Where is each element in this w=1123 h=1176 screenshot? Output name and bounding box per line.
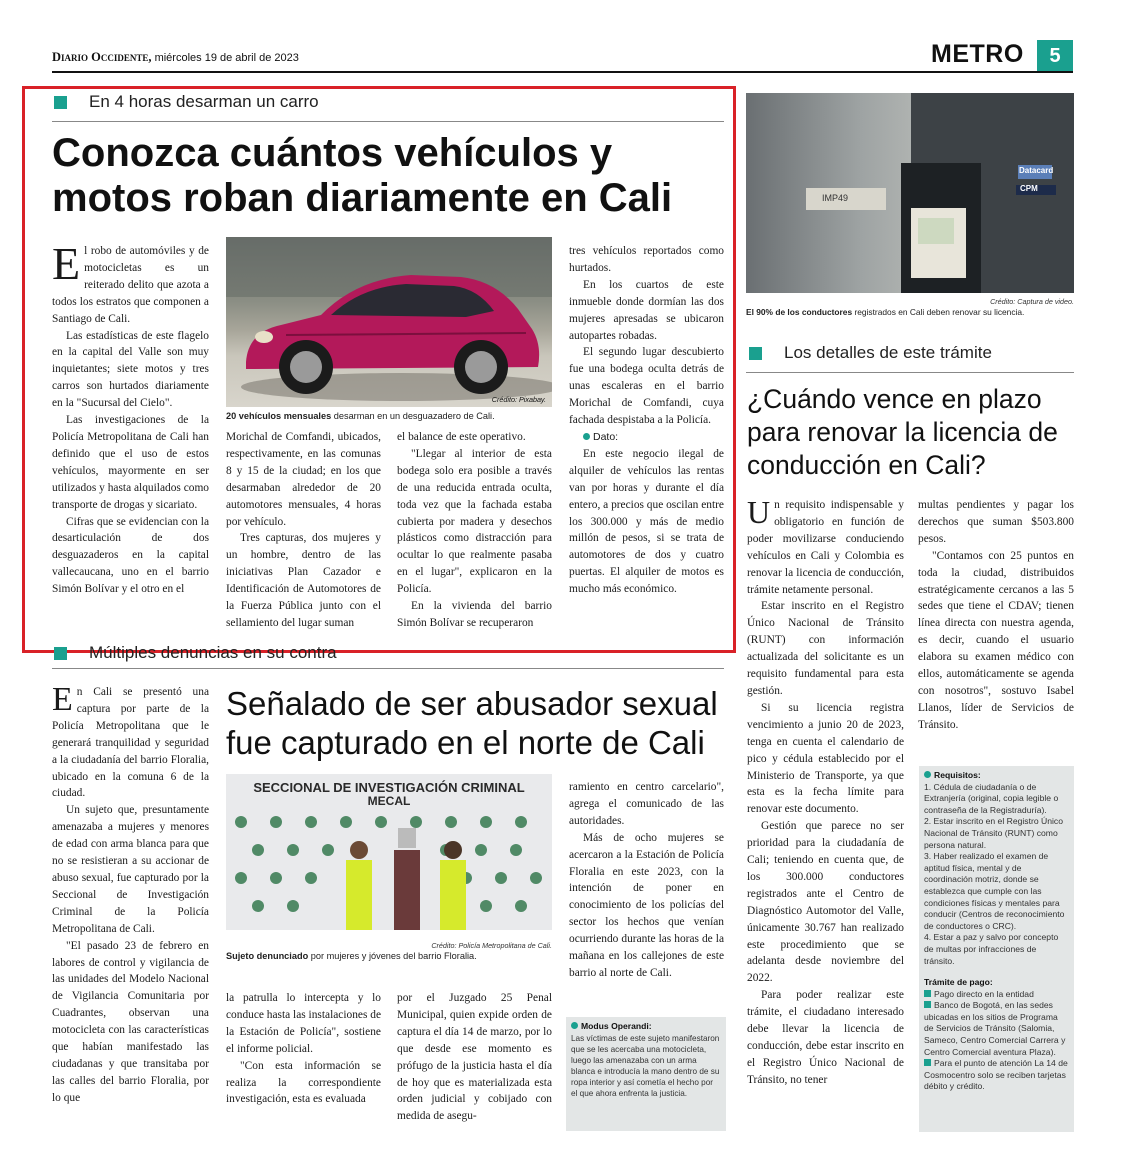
- article2-col3: [397, 990, 552, 1125]
- article1-headline: Conozca cuántos vehículos y motos roban diariamente en Cali: [52, 131, 673, 220]
- article3-photo-credit: Crédito: Captura de video.: [990, 297, 1074, 306]
- article2-dropcap: E: [52, 681, 73, 718]
- requisito-item: 4. Estar a paz y salvo por concepto de multas por infracciones de tránsito.: [924, 932, 1059, 966]
- pago-square-icon: [924, 990, 931, 997]
- article1-caption: 20 vehículos mensuales desarman en un desguazadero de Cali.: [226, 411, 495, 421]
- article3-col2-p2: "Contamos con 25 puntos en toda la ciudad, distribuidos estratégicamente cercanos a las 5 sedes que tiene el CDAV; tienen línea directa con nuestra agenda, es decir, cuando el usuario elabora su examen médico con ellos, automáticamente se agenda con nosotros", sostuvo Isabel Llanos, líder de Servicios de Tránsito.: [918, 549, 1074, 731]
- article1-dropcap: E: [52, 238, 81, 289]
- article3-col1-p4: Gestión que parece no ser prioridad para la ciudadanía de Cali; teniendo en cuenta que, de los 300.000 conductores registrados ante el Centro de Diagnóstico Automotor del Valle, únicamente 30.767 han realizado este procedimiento que se adelanta desde noviembre del 2022.: [747, 820, 904, 985]
- pago-title: Trámite de pago:: [924, 977, 993, 988]
- pago-square-icon: [924, 1059, 931, 1066]
- article1-col4-p3: El segundo lugar descubierto fue una bodega oculta detrás de unas escaleras en el barrio Morichal de Comfandi, cuya fachada despistaba a la Policía.: [569, 346, 724, 427]
- highlight-frame: [22, 86, 736, 653]
- article3-col1: [747, 494, 904, 1089]
- article3-col1-p1: Un requisito indispensable y obligatorio en función de poder movilizarse conduciendo vehículos en Cali y Colombia es renovar la licencia de conducción, trámite netamente personal.: [747, 494, 904, 596]
- article3-col2: [918, 497, 1074, 734]
- printer-label-imp49: IMP49: [822, 193, 849, 203]
- article1-col3-p2: "Llegar al interior de esta bodega solo era posible a través de una reducida entrada oculta, toda vez que la fachada estaba cubierta por madera y desechos plásticos como distracción para ocultar lo que realmente pasaba en el lugar", explicaron en la Policía.: [397, 447, 552, 596]
- article2-col1-p3: "El pasado 23 de febrero en labores de control y vigilancia de las unidades del Modelo Nacional de Vigilancia Comunitaria por Cuadrantes, observan una motocicleta con las características que habían manifestado las ciudadanas y que transitaba por las calles del barrio Floralia, por lo que: [52, 939, 209, 1104]
- article3-col2-p1: multas pendientes y pagar los derechos que suman $503.800 pesos.: [918, 499, 1074, 545]
- card-printer-illustration: [746, 93, 1074, 293]
- article1-col1-p2: Las estadísticas de este flagelo en la capital del Valle son muy inquietantes; siete motos y tres carros son hurtados diariamente en la "Sucursal del Cielo".: [52, 329, 209, 410]
- article3-kicker-rule: [746, 372, 1074, 373]
- section-label: METRO: [931, 40, 1024, 68]
- article2-col2-p1: la patrulla lo intercepta y lo conduce hasta las instalaciones de la Estación de Policía", sostiene el informe policial.: [226, 992, 381, 1055]
- article2-col1-p2: Un sujeto que, presuntamente amenazaba a mujeres y menores de edad con arma blanca para que no se resistieran a su accionar de abuso sexual, fue capturado por la Seccional de Investigación Criminal de la Policía Metropolitana de Cali.: [52, 804, 209, 935]
- article3-headline: ¿Cuándo vence en plazo para renovar la licencia de conducción en Cali?: [747, 384, 1058, 480]
- article1-dato-label: Dato:: [569, 429, 724, 446]
- photo-sign-line1: SECCIONAL DE INVESTIGACIÓN CRIMINAL: [253, 780, 525, 795]
- article2-col3-p1: por el Juzgado 25 Penal Municipal, quien expide orden de captura el día 14 de marzo, por lo que desde ese momento es prófugo de la justicia hasta el día de hoy que es materializada esta orden judicial y cobijado con medida de asegu-: [397, 992, 552, 1123]
- article2-col2-p2: "Con esta información se realiza la correspondiente investigación, esta es evaluada: [226, 1059, 381, 1106]
- requisitos-box: [919, 766, 1074, 1132]
- article3-photo: [746, 93, 1074, 293]
- requisitos-bullet-icon: [924, 771, 931, 778]
- masthead-date: miércoles 19 de abril de 2023: [154, 52, 299, 64]
- article1-col3-p3: En la vivienda del barrio Simón Bolívar se recuperaron: [397, 600, 552, 629]
- article1-col3-p1: el balance de este operativo.: [397, 431, 526, 443]
- requisito-item: 3. Haber realizado el examen de aptitud física, mental y de coordinación motriz, donde se establezca que cumple con las condiciones físicas y mentales para conducir (Centros de reconocimiento de conductores o CRC).: [924, 851, 1065, 931]
- page-number: 5: [1037, 40, 1073, 73]
- article2-col1-p1: En Cali se presentó una captura por parte de la Policía Metropolitana que le generará tranquilidad y seguridad a la ciudadanía del barrio Floralia, ubicado en la comuna 6 de la ciudad.: [52, 681, 209, 800]
- article2-col1: [52, 681, 209, 1107]
- kicker-square-icon: [749, 347, 762, 360]
- article3-caption: El 90% de los conductores registrados en Cali deben renovar su licencia.: [746, 307, 1025, 317]
- article3-dropcap: U: [747, 494, 771, 530]
- article2-col4: [569, 779, 724, 982]
- masthead-name: Diario Occidente,: [52, 50, 152, 64]
- modus-bullet-icon: [571, 1022, 578, 1029]
- photo-sign-line2: MECAL: [367, 794, 411, 808]
- article2-headline: Señalado de ser abusador sexual fue capturado en el norte de Cali: [226, 685, 718, 761]
- pago-item: Pago directo en la entidad: [924, 989, 1069, 1001]
- article3-col1-p5: Para poder realizar este trámite, el ciudadano interesado debe llevar la licencia de conducción, debe estar inscrito en el Registro Único Nacional de Tránsito, no tener: [747, 989, 904, 1086]
- article1-col1-p3: Las investigaciones de la Policía Metropolitana de Cali han definido que el uso de estos vehículos, mayormente en ser utilizados y hasta alquilados como transporte de drogas y sicariato.: [52, 414, 209, 511]
- printer-label-cpm: CPM: [1020, 184, 1038, 193]
- article1-col4-p2: En los cuartos de este inmueble donde dormían las dos mujeres apresadas se ubicaron autopartes robadas.: [569, 278, 724, 342]
- printer-label-datacard: Datacard: [1019, 166, 1054, 175]
- requisitos-title: Requisitos:: [924, 770, 1069, 782]
- article1-col1-p4: Cifras que se evidencian con la desarticulación de dos desguazaderos en la capital vallecaucana, uno en el barrio Simón Bolívar y el otro en el: [52, 515, 209, 596]
- kicker-square-icon: [54, 647, 67, 660]
- article2-kicker-rule: [52, 668, 724, 669]
- requisito-item: 2. Estar inscrito en el Registro Único Nacional de Tránsito (RUNT) como persona natural.: [924, 816, 1063, 850]
- article1-col2-p2: Tres capturas, dos mujeres y un hombre, dentro de las iniciativas Plan Cazador e Identificación de Automotores de la Fuerza Pública junto con el sellamiento del lugar suman: [226, 532, 381, 629]
- header-rule: [52, 71, 1073, 73]
- article1-col1-p1: El robo de automóviles y de motocicletas es un reiterado delito que azota a todos los estratos que componen a Santiago de Cali.: [52, 238, 209, 325]
- requisito-item: 1. Cédula de ciudadanía o de Extranjería (original, copia legible o contraseña de la Registraduría).: [924, 781, 1059, 815]
- article3-kicker: Los detalles de este trámite: [749, 343, 1074, 363]
- article1-kicker: En 4 horas desarman un carro: [54, 92, 724, 112]
- article2-col2: [226, 990, 381, 1108]
- article1-col2-p1: Morichal de Comfandi, ubicados, respectivamente, en las comunas 8 y 15 de la ciudad; en los que desarmaban alrededor de 20 automotores mensuales, 4 horas por vehículo.: [226, 431, 381, 528]
- article3-col1-p3: Si su licencia registra vencimiento a junio 20 de 2023, tenga en cuenta el calendario de pico y cédula establecido por el Ministerio de Transporte, ya que esta es la fecha límite para renovar este documento.: [747, 701, 904, 816]
- pago-item: Para el punto de atención La 14 de Cosmocentro solo se reciben tarjetas débito y crédito.: [924, 1058, 1068, 1092]
- pago-square-icon: [924, 1001, 931, 1008]
- article2-kicker: Múltiples denuncias en su contra: [54, 643, 724, 663]
- article1-col4-dato: En este negocio ilegal de alquiler de vehículos las rentas van por horas y durante el día entero, a precios que oscilan entre los 300.000 y más de medio millón de pesos, si se trata de automotores de dos y cuatro puertas. El alquiler de motos es mucho más económico.: [569, 447, 724, 596]
- article2-col4-p2: Más de ocho mujeres se acercaron a la Estación de Policía Floralia en este 2023, con la intención de poner en conocimiento de los policías del sector los hechos que venían ocurriendo durante las horas de la mañana en los callejones de este barrio al norte de Cali.: [569, 831, 724, 979]
- article3-col1-p2: Estar inscrito en el Registro Único Nacional de Tránsito (RUNT) con información actualizada del solicitante es un requisito fundamental para esta gestión.: [747, 600, 904, 697]
- article2-photo: [226, 774, 552, 930]
- article2-photo-credit: Crédito: Policía Metropolitana de Cali.: [431, 941, 552, 950]
- modus-title: Modus Operandi:: [571, 1021, 721, 1033]
- police-backdrop-illustration: [226, 810, 552, 930]
- pago-item: Banco de Bogotá, en las sedes ubicadas en los sitios de Programa de Servicios de Tránsito (Salomia, Sameco, Centro Comercial Carrera y Centro Comercial aventura Plaza).: [924, 1000, 1066, 1057]
- article1-col4-p1: tres vehículos reportados como hurtados.: [569, 245, 724, 274]
- modus-operandi-box: [566, 1017, 726, 1131]
- article2-caption: Sujeto denunciado por mujeres y jóvenes del barrio Floralia.: [226, 951, 477, 961]
- article1-photo-credit: Crédito: Pixabay.: [491, 395, 546, 404]
- masthead: [52, 50, 299, 65]
- modus-text: Las víctimas de este sujeto manifestaron que se les acercaba una motocicleta, luego las amenazaba con un arma blanca e introducía la mano dentro de su ropa interior y así cometía el hecho por el que ahora enfrenta la justicia.: [571, 1033, 720, 1098]
- article2-col4-p1: ramiento en centro carcelario", agrega el comunicado de las autoridades.: [569, 781, 724, 827]
